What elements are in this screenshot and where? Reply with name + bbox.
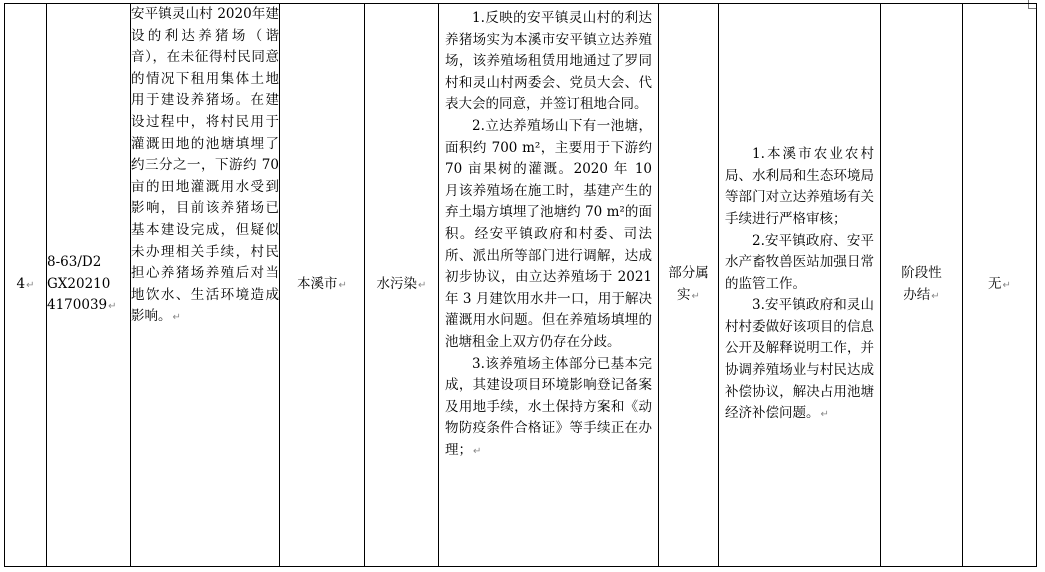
measure-paragraph: 3.安平镇政府和灵山村村委做好该项目的信息公开及解释说明工作，并协调养殖场业与村民达成补偿协议，解决占用池塘经济补偿问题。↵: [725, 297, 874, 422]
verdict-text: 部分属实: [668, 264, 709, 303]
case-code-line: 4170039↵: [47, 297, 117, 314]
verdict-cell: 部分属实↵: [659, 4, 719, 567]
status-cell: 阶段性办结↵: [881, 4, 963, 567]
measure-paragraph: 2.安平镇政府、安平水产畜牧兽医站加强日常的监管工作。: [725, 232, 874, 292]
row-number-cell: 4↵: [5, 4, 47, 567]
case-code-line: 8-63/D2: [47, 254, 102, 271]
measures-cell: [719, 4, 881, 567]
table-row: [5, 4, 1037, 567]
row-number: 4: [16, 275, 26, 292]
petition-table: [4, 3, 1037, 567]
city-text: 本溪市: [297, 275, 338, 292]
complaint-cell: [131, 4, 280, 567]
accountability-cell: 无↵: [963, 4, 1037, 567]
category-text: 水污染: [376, 275, 418, 292]
case-code-line: GX20210: [47, 275, 111, 292]
category-cell: 水污染↵: [365, 4, 439, 567]
city-cell: 本溪市↵: [280, 4, 365, 567]
status-text: 阶段性办结: [901, 264, 942, 303]
finding-paragraph: 3.该养殖场主体部分已基本完成，其建设项目环境影响登记备案及用地手续，水土保持方案和《动物防疫条件合格证》等手续正在办理；↵: [445, 355, 652, 458]
case-code-cell: [47, 4, 131, 567]
measure-paragraph: 1.本溪市农业农村局、水利局和生态环境局等部门对立达养殖场有关手续进行严格审核；: [725, 146, 874, 227]
findings-cell: [439, 4, 659, 567]
finding-paragraph: 2.立达养殖场山下有一池塘，面积约 700 m²，主要用于下游约 70 亩果树的灌溉。2020 年 10 月该养殖场在施工时，基建产生的弃土塌方填埋了池塘约 70 m²的面积。经安平镇政府和村委、司法所、派出所等部门进行调解，达成初步协议，由立达养殖场于 2021 年 3 月建饮用水井一口，用于解决灌溉用水问题。但在养殖场填埋的池塘租金上双方仍存在分歧。: [445, 117, 652, 350]
finding-paragraph: 1.反映的安平镇灵山村的利达养猪场实为本溪市安平镇立达养殖场，该养殖场租赁用地通过了罗同村和灵山村两委会、党员大会、代表大会的同意，并签订租地合同。: [445, 10, 652, 113]
accountability-text: 无: [988, 275, 1002, 292]
complaint-text: 安平镇灵山村 2020年建设的利达养猪场（谐音），在未征得村民同意的情况下租用集体土地用于建设养猪场。在建设过程中，将村民用于灌溉田地的池塘填埋了约三分之一，下游约 70 亩的田地灌溉用水受到影响，目前该养猪场已基本建设完成，但疑似未办理相关手续，村民担心养猪场养殖后对当地饮水、生活环境造成影响。↵: [131, 6, 279, 325]
